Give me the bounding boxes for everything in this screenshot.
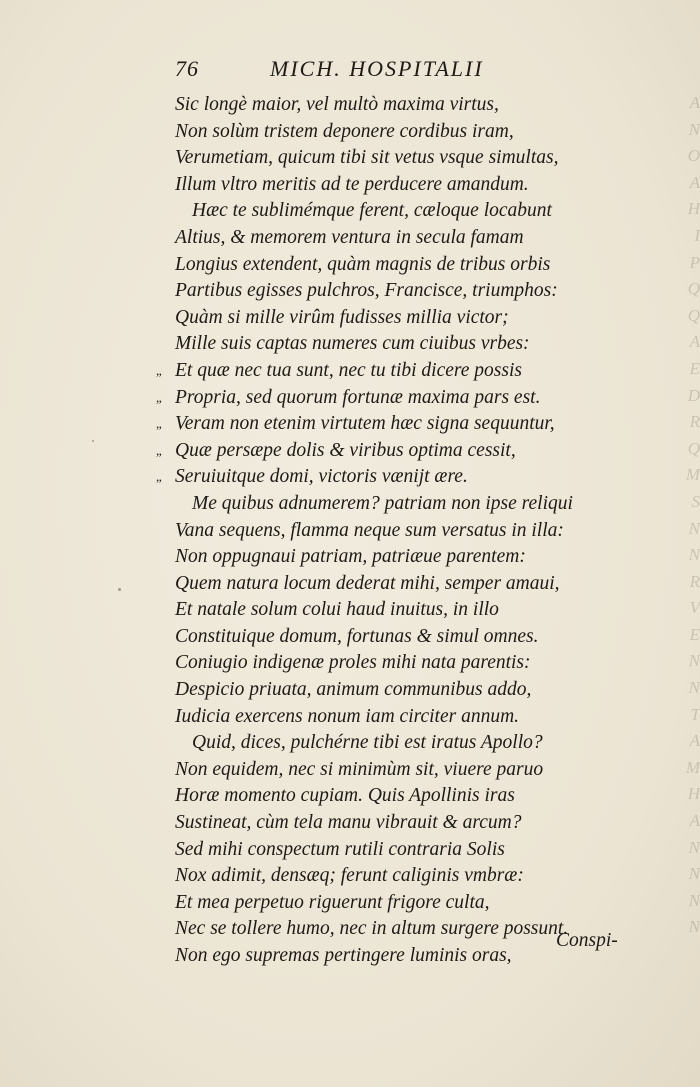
verse-line bbox=[150, 704, 630, 731]
verse-line bbox=[150, 145, 630, 172]
verse-text: Sustineat, cùm tela manu vibrauit & arcum? bbox=[175, 812, 522, 834]
verse-text: Nec se tollere humo, nec in altum surgere possunt. bbox=[175, 918, 569, 940]
verse-line bbox=[150, 810, 630, 837]
verse-text: Et natale solum colui haud inuitus, in illo bbox=[175, 599, 499, 621]
show-through-text: A N O A H I P Q Q A E D R Q M S N N R V E N N T A M H A N N N N bbox=[685, 93, 700, 937]
verse-text: Altius, & memorem ventura in secula famam bbox=[175, 226, 524, 248]
verse-text: Constituique domum, fortunas & simul omnes. bbox=[175, 625, 539, 647]
verse-text: Verumetiam, quicum tibi sit vetus vsque simultas, bbox=[175, 147, 559, 169]
verse-text: Horæ momento cupiam. Quis Apollinis iras bbox=[175, 785, 515, 807]
verse-line bbox=[150, 837, 630, 864]
verse-line bbox=[150, 518, 630, 545]
catchword: Conspi- bbox=[556, 930, 618, 951]
verse-line bbox=[150, 677, 630, 704]
verse-text: Illum vltro meritis ad te perducere amandum. bbox=[175, 173, 529, 195]
verse-text: Sed mihi conspectum rutili contraria Solis bbox=[175, 838, 505, 860]
verse-block bbox=[150, 92, 630, 970]
verse-line bbox=[150, 890, 630, 917]
verse-line bbox=[150, 198, 630, 225]
verse-text: Seruiuitque domi, victoris vænijt ære. bbox=[175, 466, 468, 488]
page-header bbox=[175, 56, 555, 86]
verse-text: Vana sequens, flamma neque sum versatus in illa: bbox=[175, 519, 564, 541]
verse-line bbox=[150, 119, 630, 146]
verse-text: Iudicia exercens nonum iam circiter annum. bbox=[175, 705, 520, 727]
verse-line bbox=[150, 650, 630, 677]
paper-speck bbox=[118, 588, 121, 591]
verse-text: Non solùm tristem deponere cordibus iram, bbox=[175, 120, 514, 142]
verse-line bbox=[150, 464, 630, 491]
quotation-mark: „ bbox=[156, 362, 162, 378]
verse-line bbox=[150, 172, 630, 199]
quotation-mark: „ bbox=[156, 416, 162, 432]
verse-line bbox=[150, 305, 630, 332]
verse-line bbox=[150, 757, 630, 784]
quotation-mark: „ bbox=[156, 442, 162, 458]
quotation-mark: „ bbox=[156, 469, 162, 485]
paper-speck bbox=[92, 440, 94, 442]
verse-text: Et mea perpetuo riguerunt frigore culta, bbox=[175, 891, 490, 913]
verse-text: Coniugio indigenæ proles mihi nata parentis: bbox=[175, 652, 531, 674]
verse-text: Non equidem, nec si minimùm sit, viuere paruo bbox=[175, 758, 544, 780]
verse-line bbox=[150, 252, 630, 279]
verse-line bbox=[150, 491, 630, 518]
verse-line bbox=[150, 438, 630, 465]
verse-text: Et quæ nec tua sunt, nec tu tibi dicere possis bbox=[175, 359, 522, 381]
verse-text: Longius extendent, quàm magnis de tribus orbis bbox=[175, 253, 551, 275]
verse-line bbox=[150, 571, 630, 598]
verse-text: Hæc te sublimémque ferent, cæloque locabunt bbox=[192, 200, 552, 222]
running-title: MICH. HOSPITALII bbox=[270, 56, 484, 81]
verse-text: Non oppugnaui patriam, patriæue parentem: bbox=[175, 546, 526, 568]
verse-text: Nox adimit, densæq; ferunt caliginis vmbræ: bbox=[175, 865, 524, 887]
verse-line bbox=[150, 92, 630, 119]
verse-text: Mille suis captas numeres cum ciuibus vrbes: bbox=[175, 333, 530, 355]
verse-text: Me quibus adnumerem? patriam non ipse reliqui bbox=[192, 492, 573, 514]
verse-line bbox=[150, 278, 630, 305]
page-number: 76 bbox=[175, 56, 199, 81]
verse-line bbox=[150, 597, 630, 624]
verse-text: Despicio priuata, animum communibus addo, bbox=[175, 679, 532, 701]
verse-line bbox=[150, 331, 630, 358]
quotation-mark: „ bbox=[156, 389, 162, 405]
verse-line bbox=[150, 624, 630, 651]
verse-text: Quæ persæpe dolis & viribus optima cessit, bbox=[175, 439, 516, 461]
verse-text: Quem natura locum dederat mihi, semper amaui, bbox=[175, 572, 560, 594]
verse-line bbox=[150, 863, 630, 890]
verse-text: Quàm si mille virûm fudisses millia victor; bbox=[175, 306, 509, 328]
verse-text: Veram non etenim virtutem hæc signa sequuntur, bbox=[175, 413, 555, 435]
verse-line bbox=[150, 544, 630, 571]
verse-text: Propria, sed quorum fortunæ maxima pars est. bbox=[175, 386, 541, 408]
verse-line bbox=[150, 385, 630, 412]
verse-text: Quid, dices, pulchérne tibi est iratus Apollo? bbox=[192, 732, 543, 754]
verse-line bbox=[150, 783, 630, 810]
verse-line bbox=[150, 358, 630, 385]
verse-line bbox=[150, 730, 630, 757]
verse-text: Partibus egisses pulchros, Francisce, triumphos: bbox=[175, 280, 558, 302]
verse-text: Sic longè maior, vel multò maxima virtus, bbox=[175, 94, 499, 115]
verse-line bbox=[150, 225, 630, 252]
verse-text: Non ego supremas pertingere luminis oras, bbox=[175, 945, 512, 966]
verse-line bbox=[150, 411, 630, 438]
